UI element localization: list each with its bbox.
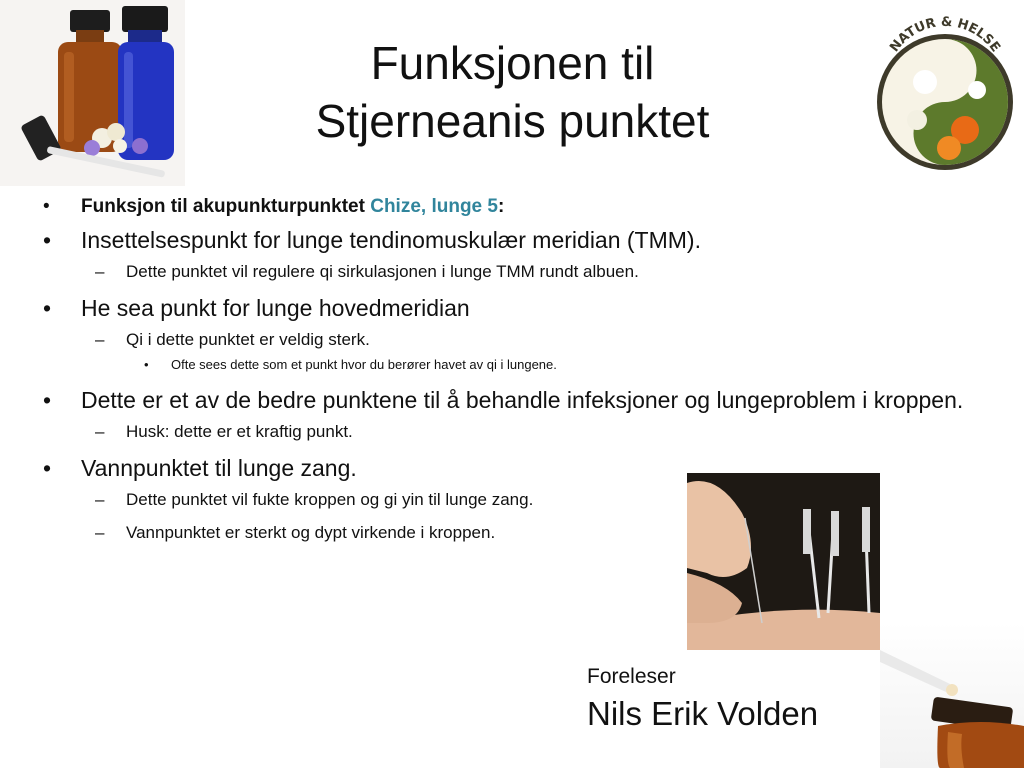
bullet-4 [40, 384, 1000, 416]
bullet-3-sub-1-text: Qi i dette punktet er veldig sterk. [126, 330, 370, 349]
acupuncture-needles-image [687, 473, 880, 650]
bullet-marker: • [43, 196, 50, 217]
bullet-2-sub-1-text: Dette punktet vil regulere qi sirkulasjonen i lunge TMM rundt albuen. [126, 262, 639, 281]
bullet-5-text: Vannpunktet til lunge zang. [81, 455, 357, 481]
bullet-marker: • [43, 387, 52, 413]
bullet-3-sub-1 [40, 327, 1000, 352]
bullet-5-sub-2-text: Vannpunktet er sterkt og dypt virkende i kroppen. [126, 523, 496, 542]
bullet-4-sub-1-text: Husk: dette er et kraftig punkt. [126, 422, 353, 441]
bullet-1 [40, 192, 1000, 221]
bullet-marker: • [144, 357, 149, 372]
dropper-illustration [880, 622, 1024, 768]
natur-helse-logo [865, 12, 1024, 172]
slide-title [250, 34, 775, 150]
bullet-2-sub-1 [40, 259, 1000, 284]
bullet-2 [40, 224, 1000, 256]
bullet-4-text: Dette er et av de bedre punktene til å behandle infeksjoner og lungeproblem i kroppen. [81, 387, 964, 413]
dash-marker: – [95, 490, 105, 509]
bullet-marker: • [43, 455, 52, 481]
essential-oil-bottles-image [0, 0, 185, 186]
title-line-2: Stjerneanis punktet [315, 95, 710, 147]
bullet-3 [40, 292, 1000, 324]
bullet-5-sub-1-text: Dette punktet vil fukte kroppen og gi yin til lunge zang. [126, 490, 534, 509]
bullet-2-text: Insettelsespunkt for lunge tendinomuskulær meridian (TMM). [81, 227, 701, 253]
dash-marker: – [95, 330, 105, 349]
bullet-3-sub-1-detail [40, 356, 1000, 374]
logo-text: NATUR & HELSE [887, 14, 1003, 56]
dash-marker: – [95, 262, 105, 281]
bullet-1-highlight: Chize, lunge 5 [370, 196, 498, 217]
bullet-3-text: He sea punkt for lunge hovedmeridian [81, 295, 470, 321]
bullet-marker: • [43, 227, 52, 253]
needles-illustration [687, 473, 880, 650]
lecturer-name: Nils Erik Volden [587, 695, 819, 732]
bullet-1-prefix: Funksjon til akupunkturpunktet [81, 196, 371, 217]
bottles-illustration [0, 0, 185, 186]
title-line-1: Funksjonen til [370, 37, 655, 89]
yin-yang-logo-graphic [865, 12, 1024, 172]
oil-dropper-image [880, 622, 1024, 768]
bullet-marker: • [43, 295, 52, 321]
bullet-3-sub-1-detail-text: Ofte sees dette som et punkt hvor du berører havet av qi i lungene. [171, 357, 557, 372]
dash-marker: – [95, 523, 105, 542]
bullet-4-sub-1 [40, 419, 1000, 444]
bullet-1-suffix: : [497, 196, 505, 217]
lecturer-role: Foreleser [587, 665, 676, 688]
dash-marker: – [95, 422, 105, 441]
lecturer-block [587, 662, 818, 736]
